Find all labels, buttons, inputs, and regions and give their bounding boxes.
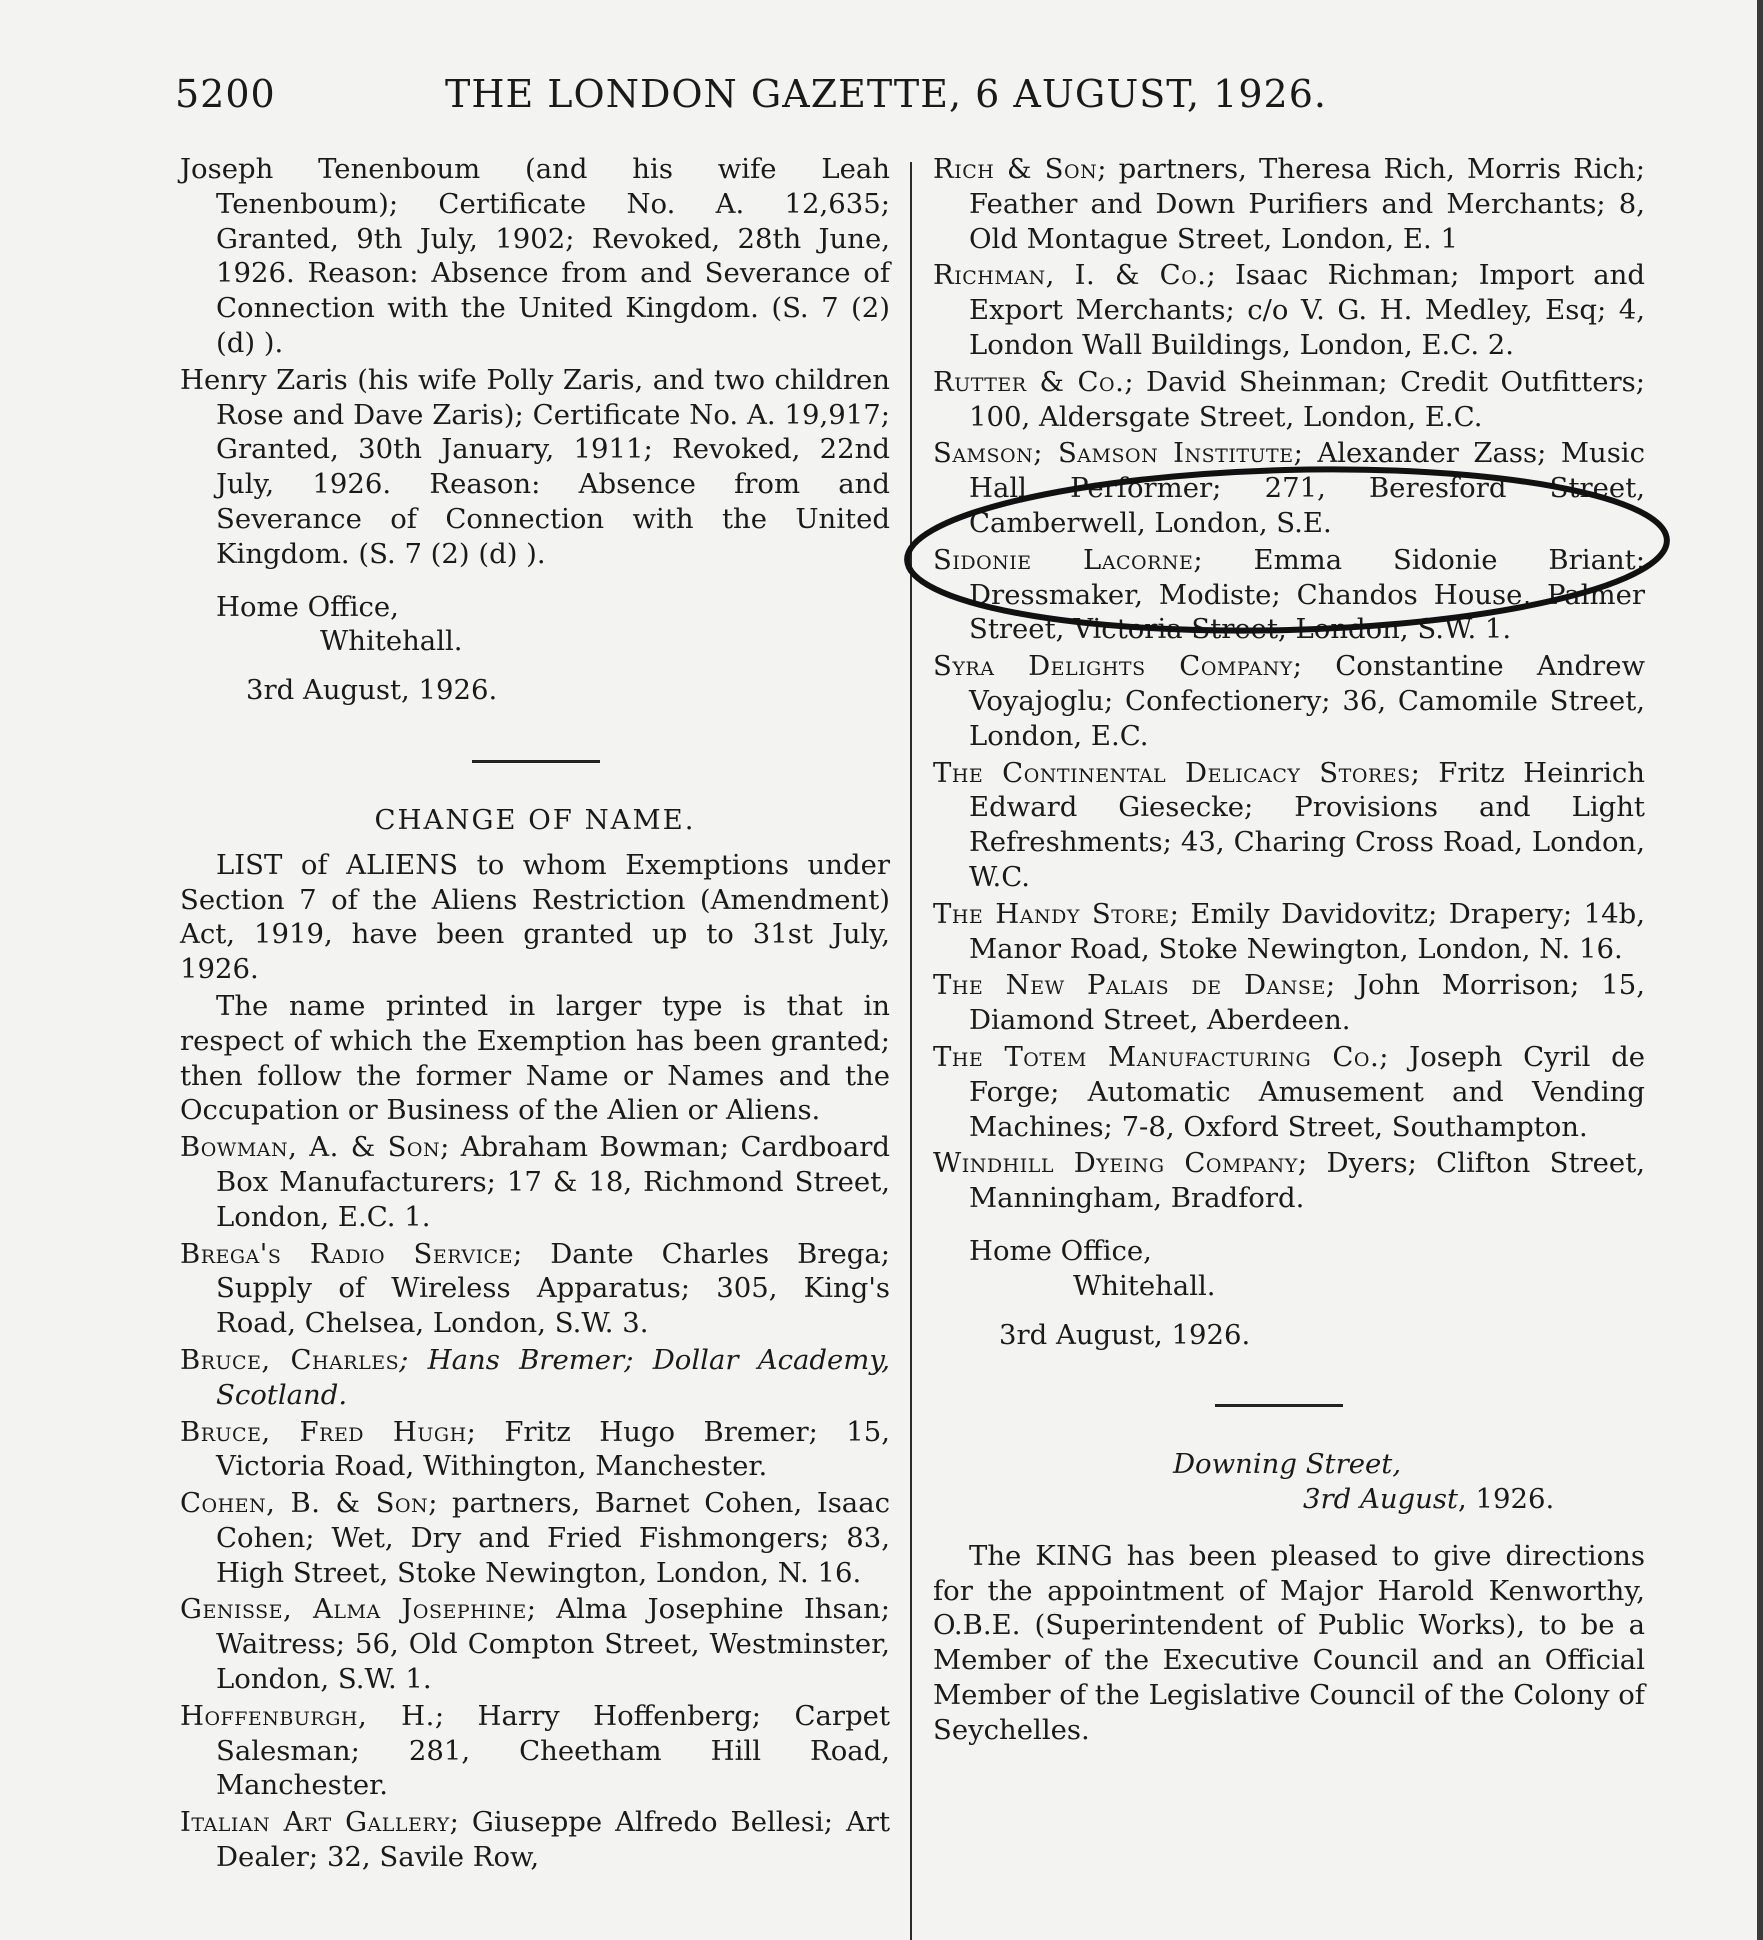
entry-name: Bruce, Charles bbox=[180, 1343, 400, 1376]
right-column bbox=[933, 152, 1645, 1750]
entry-name: Cohen, B. & Son bbox=[180, 1487, 429, 1520]
entry-details: ; Abraham Bowman; Cardboard Box Manufacturers; 17 & 18, Richmond Street, London, E.C. 1. bbox=[216, 1131, 890, 1233]
entry-name: Bruce, Fred Hugh bbox=[180, 1415, 467, 1448]
alien-entry bbox=[933, 756, 1645, 895]
entry-name: The New Palais de Danse bbox=[933, 969, 1326, 1002]
entry-name: Bowman, A. & Son bbox=[180, 1131, 441, 1164]
entry-details: ; Emily Davidovitz; Drapery; 14b, Manor Road, Stoke Newington, London, N. 16. bbox=[969, 897, 1645, 965]
alien-entry bbox=[180, 1592, 890, 1696]
entry-name: Richman, I. & Co. bbox=[933, 259, 1207, 292]
intro-paragraph: LIST of ALIENS to whom Exemptions under Section 7 of the Aliens Restriction (Amendment) Act, 1919, have been granted up to 31st July, 1926. bbox=[180, 848, 890, 986]
office-date: 3rd August, 1926. bbox=[246, 674, 498, 707]
entry-name: Sidonie Lacorne bbox=[933, 543, 1194, 576]
alien-entry bbox=[933, 152, 1645, 256]
intro-paragraph: The name printed in larger type is that in respect of which the Exemption has been granted; then follow the former Name or Names and the Occupation or Business of the Alien or Aliens. bbox=[180, 989, 890, 1127]
alien-entry bbox=[180, 1699, 890, 1803]
alien-entry bbox=[933, 897, 1645, 967]
entry-name: Windhill Dyeing Company bbox=[933, 1147, 1298, 1180]
entry-details: ; Joseph Cyril de Forge; Automatic Amusement and Vending Machines; 7-8, Oxford Street, Southampton. bbox=[969, 1040, 1646, 1143]
entry-name: Italian Art Gallery bbox=[180, 1806, 450, 1839]
column-divider bbox=[910, 162, 912, 1940]
alien-entry bbox=[180, 1343, 890, 1413]
entry-details: ; Dante Charles Brega; Supply of Wireless Apparatus; 305, King's Road, Chelsea, London, S.W. 3. bbox=[216, 1237, 890, 1340]
entry-details: ; Isaac Richman; Import and Export Merchants; c/o V. G. H. Medley, Esq; 4, London Wall Buildings, London, E.C. 2. bbox=[969, 259, 1645, 361]
office-signature bbox=[933, 1234, 1645, 1352]
entry-details: ; partners, Theresa Rich, Morris Rich; Feather and Down Purifiers and Merchants; 8, Old Montague Street, London, E. 1 bbox=[969, 153, 1645, 255]
revocation-entry: Henry Zaris (his wife Polly Zaris, and two children Rose and Dave Zaris); Certificate No. A. 19,917; Granted, 30th January, 1911; Revoked, 22nd July, 1926. Reason: Absence from and Severance of Connection with the United Kingdom. (S. 7 (2) (d) ). bbox=[180, 363, 890, 570]
entry-name: Brega's Radio Service bbox=[180, 1237, 513, 1270]
office-line: Home Office, bbox=[969, 1234, 1152, 1267]
entry-details: ; Fritz Heinrich Edward Giesecke; Provisions and Light Refreshments; 43, Charing Cross Road, London, W.C. bbox=[969, 756, 1645, 893]
entry-name: The Totem Manufacturing Co. bbox=[933, 1040, 1380, 1073]
dateline-year: , 1926. bbox=[1458, 1483, 1555, 1516]
entry-name: Samson; Samson Institute bbox=[933, 437, 1294, 470]
alien-entry bbox=[933, 1040, 1645, 1144]
alien-entry bbox=[180, 1237, 890, 1341]
entry-name: Rutter & Co. bbox=[933, 365, 1125, 398]
notice-paragraph: The KING has been pleased to give directions for the appointment of Major Harold Kenworthy, O.B.E. (Superintendent of Public Works), to be a Member of the Executive Council and an Official Member of the Legislative Council of the Colony of Seychelles. bbox=[933, 1539, 1645, 1746]
office-line: Whitehall. bbox=[320, 625, 463, 658]
entry-name: The Continental Delicacy Stores bbox=[933, 756, 1411, 789]
entry-details: ; Harry Hoffenberg; Carpet Salesman; 281, Cheetham Hill Road, Manchester. bbox=[216, 1699, 890, 1802]
entry-details: ; Dyers; Clifton Street, Manningham, Bradford. bbox=[969, 1147, 1645, 1215]
entry-name: Rich & Son bbox=[933, 153, 1098, 185]
dateline-date bbox=[933, 1482, 1645, 1517]
office-line: Home Office, bbox=[216, 590, 399, 623]
entry-name: Hoffenburgh, H. bbox=[180, 1699, 435, 1732]
entry-details: ; Giuseppe Alfredo Bellesi; Art Dealer; 32, Savile Row, bbox=[216, 1806, 890, 1874]
masthead-title: THE LONDON GAZETTE, 6 AUGUST, 1926. bbox=[445, 72, 1327, 116]
office-line: Whitehall. bbox=[1073, 1269, 1216, 1302]
entry-details: ; Alma Josephine Ihsan; Waitress; 56, Old Compton Street, Westminster, London, S.W. 1. bbox=[216, 1593, 890, 1696]
entry-details: ; Hans Bremer; Dollar Academy, Scotland. bbox=[216, 1343, 891, 1411]
alien-entry bbox=[933, 543, 1645, 647]
entry-name: The Handy Store bbox=[933, 897, 1170, 930]
alien-entry bbox=[933, 258, 1645, 362]
dateline-place: Downing Street, bbox=[1173, 1448, 1402, 1481]
entry-details: ; John Morrison; 15, Diamond Street, Aberdeen. bbox=[969, 969, 1645, 1037]
entry-details: ; Alexander Zass; Music Hall Performer; 271, Beresford Street, Camberwell, London, S.E. bbox=[969, 437, 1646, 539]
dateline-day: 3rd August bbox=[1303, 1483, 1459, 1516]
alien-entry bbox=[933, 968, 1645, 1038]
alien-entry bbox=[180, 1415, 890, 1485]
page-header bbox=[175, 72, 1375, 116]
alien-entry bbox=[180, 1130, 890, 1234]
entry-details: ; Constantine Andrew Voyajoglu; Confectionery; 36, Camomile Street, London, E.C. bbox=[969, 650, 1646, 752]
entry-details: ; Emma Sidonie Briant; Dressmaker, Modiste; Chandos House, Palmer Street, Victoria Street, London, S.W. 1. bbox=[969, 543, 1645, 646]
section-divider bbox=[1215, 1404, 1343, 1407]
office-date: 3rd August, 1926. bbox=[999, 1318, 1251, 1351]
entry-details: ; partners, Barnet Cohen, Isaac Cohen; Wet, Dry and Fried Fishmongers; 83, High Street, Stoke Newington, London, N. 16. bbox=[216, 1487, 891, 1589]
entry-details: ; Fritz Hugo Bremer; 15, Victoria Road, Withington, Manchester. bbox=[216, 1415, 890, 1483]
page-number: 5200 bbox=[175, 72, 276, 116]
alien-entry bbox=[180, 1486, 890, 1590]
left-column bbox=[180, 152, 890, 1877]
alien-entry bbox=[180, 1805, 890, 1875]
section-divider bbox=[472, 760, 600, 763]
alien-entry bbox=[933, 1146, 1645, 1216]
entry-name: Syra Delights Company bbox=[933, 650, 1293, 683]
section-title: CHANGE OF NAME. bbox=[374, 803, 696, 836]
revocation-entry: Joseph Tenenboum (and his wife Leah Tenenboum); Certificate No. A. 12,635; Granted, 9th July, 1902; Revoked, 28th June, 1926. Reason: Absence from and Severance of Connection with the United Kingdom. (S. 7 (2) (d) ). bbox=[180, 153, 890, 359]
alien-entry bbox=[933, 365, 1645, 435]
alien-entry bbox=[933, 649, 1645, 753]
office-signature bbox=[180, 590, 890, 708]
alien-entry-circled bbox=[933, 436, 1645, 540]
entry-name: Genisse, Alma Josephine bbox=[180, 1593, 527, 1626]
entry-details: ; David Sheinman; Credit Outfitters; 100, Aldersgate Street, London, E.C. bbox=[969, 365, 1645, 433]
